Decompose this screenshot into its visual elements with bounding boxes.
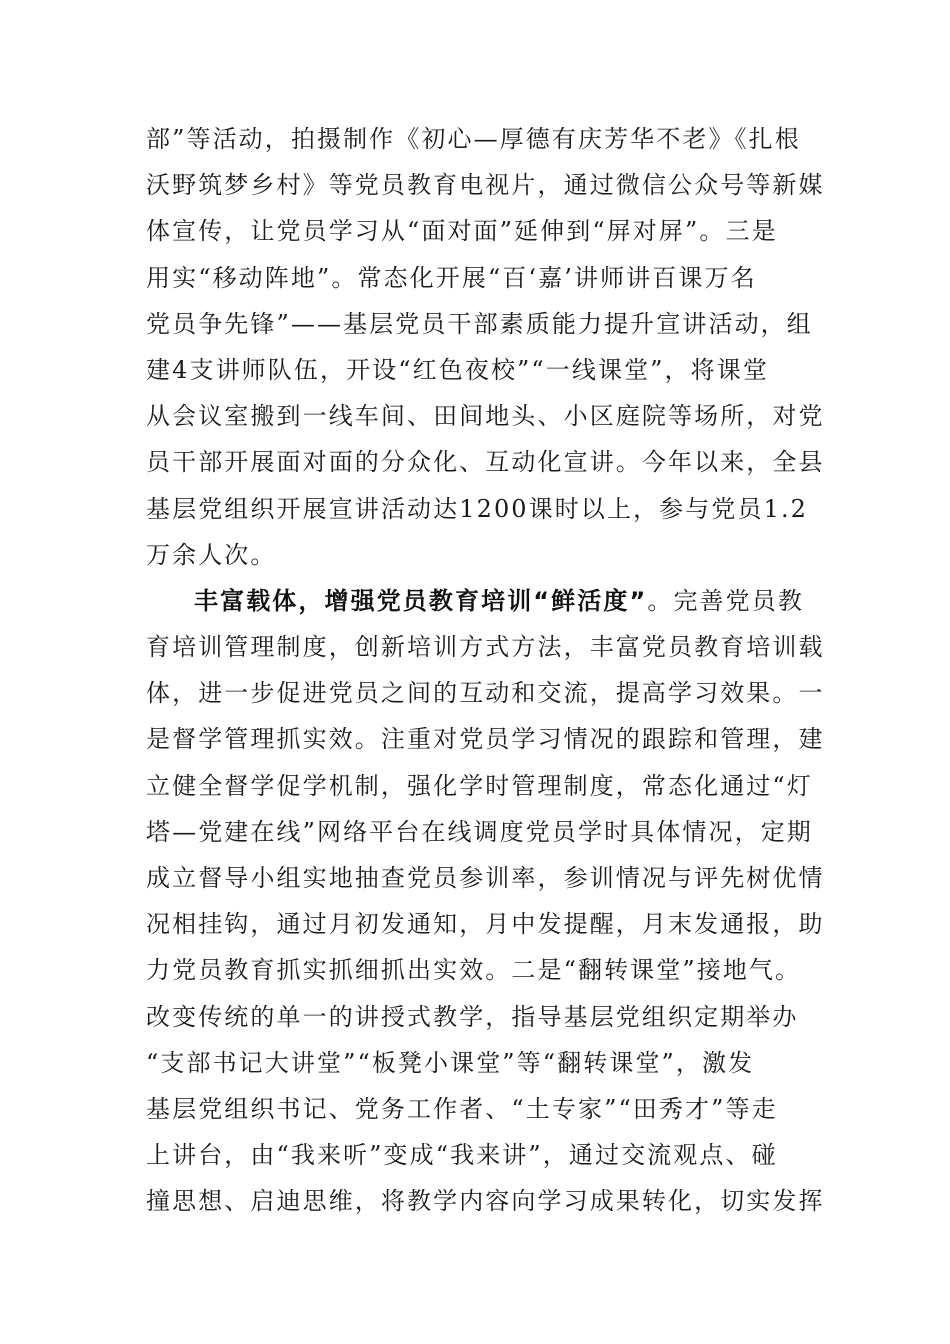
text-line: 体，进一步促进党员之间的互动和交流，提高学习效果。一 [146, 679, 825, 708]
paragraph-first-line [146, 578, 808, 624]
paragraph-continuation [146, 116, 825, 578]
text-line: 部”等活动，拍摄制作《初心—厚德有庆芳华不老》《扎根 [146, 125, 801, 153]
text-line: 员干部开展面对面的分众化、互动化宣讲。今年以来，全县 [146, 448, 825, 477]
text-line: 改变传统的单一的讲授式教学，指导基层党组织定期举办 [146, 1002, 799, 1031]
section-heading: 丰富载体，增强党员教育培训“鲜活度” [194, 586, 648, 615]
paragraph-two [146, 578, 825, 1225]
text-line: 沃野筑梦乡村》等党员教育电视片，通过微信公众号等新媒 [146, 171, 825, 200]
text-line: 撞思想、启迪思维，将教学内容向学习成果转化，切实发挥 [146, 1187, 825, 1216]
text-line: 基层党组织书记、党务工作者、“土专家”“田秀才”等走 [146, 1094, 778, 1123]
text-line: 是督学管理抓实效。注重对党员学习情况的跟踪和管理，建 [146, 725, 825, 754]
text-line: 从会议室搬到一线车间、田间地头、小区庭院等场所，对党 [146, 402, 825, 431]
text-line: 成立督导小组实地抽查党员参训率，参训情况与评先树优情 [146, 864, 825, 892]
body-text [146, 116, 825, 1225]
text-line: 立健全督学促学机制，强化学时管理制度，常态化通过“灯 [146, 771, 813, 800]
text-line: “支部书记大讲堂”“板凳小课堂”等“翻转课堂”，激发 [146, 1048, 755, 1077]
text-line: 建4支讲师队伍，开设“红色夜校”“一线课堂”，将课堂 [146, 355, 769, 384]
text-line: 万余人次。 [146, 540, 277, 569]
text-line: 体宣传，让党员学习从“面对面”延伸到“屏对屏”。三是 [146, 217, 778, 246]
text-line: 力党员教育抓实抓细抓出实效。二是“翻转课堂”接地气。 [146, 956, 802, 985]
text-line: 上讲台，由“我来听”变成“我来讲”，通过交流观点、碰 [146, 1141, 778, 1170]
text-line: 基层党组织开展宣讲活动达1200课时以上，参与党员1.2 [146, 494, 809, 523]
text-line: 育培训管理制度，创新培训方式方法，丰富党员教育培训载 [146, 633, 825, 662]
text-line: 塔—党建在线”网络平台在线调度党员学时具体情况，定期 [146, 817, 813, 846]
first-line-text: 。完善党员教 [647, 586, 804, 615]
text-line: 况相挂钩，通过月初发通知，月中发提醒，月末发通报，助 [146, 910, 825, 939]
text-line: 用实“移动阵地”。常态化开展“百‘嘉’讲师讲百课万名 [146, 263, 757, 292]
text-line: 党员争先锋”——基层党员干部素质能力提升宣讲活动，组 [146, 309, 813, 338]
